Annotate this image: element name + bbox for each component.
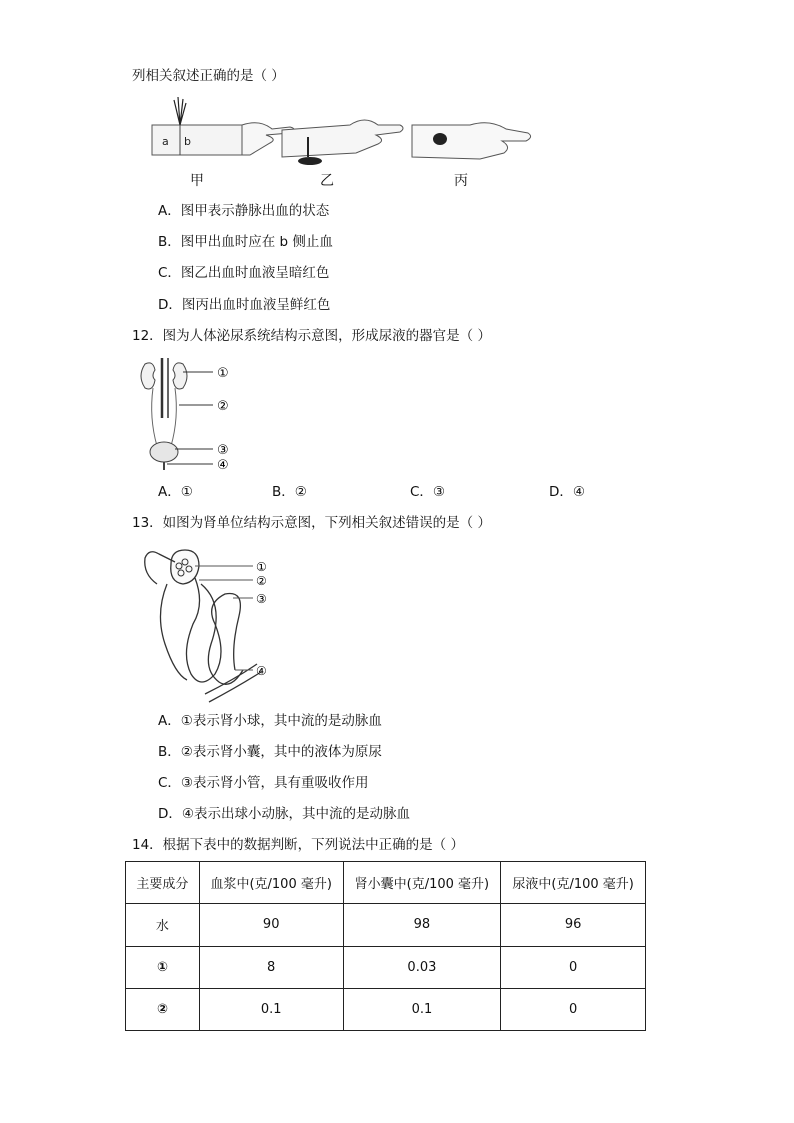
q11-bleeding-figure — [150, 95, 540, 190]
table-header-cell: 肾小囊中(克/100 毫升) — [343, 862, 501, 904]
q12-stem: 12．图为人体泌尿系统结构示意图，形成尿液的器官是（ ） — [132, 328, 491, 344]
q13-label-2: ② — [256, 574, 267, 588]
q11-option-b: B．图甲出血时应在 b 侧止血 — [158, 234, 333, 250]
q13-option-a: A．①表示肾小球，其中流的是动脉血 — [158, 713, 382, 729]
q12-label-1: ① — [217, 366, 229, 381]
hand-yi-illustration — [282, 120, 403, 165]
q11-option-a: A．图甲表示静脉出血的状态 — [158, 203, 330, 219]
q12-option-a: A．① — [158, 484, 193, 500]
q12-label-2: ② — [217, 399, 229, 414]
q11-option-c: C．图乙出血时血液呈暗红色 — [158, 265, 330, 281]
table-cell: 水 — [126, 904, 200, 946]
table-cell: 0.1 — [343, 988, 501, 1030]
q12-label-4: ④ — [217, 458, 229, 473]
q13-label-3: ③ — [256, 592, 267, 606]
hand-bing-illustration — [412, 123, 531, 159]
fig-label-b: b — [184, 135, 191, 148]
q13-stem: 13．如图为肾单位结构示意图，下列相关叙述错误的是（ ） — [132, 515, 491, 531]
table-header-cell: 血浆中(克/100 毫升) — [199, 862, 343, 904]
table-cell: 0 — [501, 988, 646, 1030]
table-cell: ① — [126, 946, 200, 988]
q13-label-4: ④ — [256, 664, 267, 678]
table-row — [126, 946, 646, 988]
table-cell: 90 — [199, 904, 343, 946]
table-cell: 98 — [343, 904, 501, 946]
q12-label-3: ③ — [217, 443, 229, 458]
q11-option-d: D．图丙出血时血液呈鲜红色 — [158, 297, 331, 313]
table-header-cell: 主要成分 — [126, 862, 200, 904]
table-cell: 0.1 — [199, 988, 343, 1030]
table-cell: ② — [126, 988, 200, 1030]
q11-stem-tail: 列相关叙述正确的是（ ） — [132, 68, 285, 84]
fig-label-a: a — [162, 135, 169, 148]
table-header-row — [126, 862, 646, 904]
table-header-cell: 尿液中(克/100 毫升) — [501, 862, 646, 904]
q12-option-c: C．③ — [410, 484, 446, 500]
q12-option-b: B．② — [272, 484, 307, 500]
q13-option-c: C．③表示肾小管，具有重吸收作用 — [158, 775, 369, 791]
q13-option-d: D．④表示出球小动脉，其中流的是动脉血 — [158, 806, 410, 822]
table-cell: 0 — [501, 946, 646, 988]
q13-option-b: B．②表示肾小囊，其中的液体为原尿 — [158, 744, 382, 760]
table-row — [126, 988, 646, 1030]
table-cell: 0.03 — [343, 946, 501, 988]
caption-jia: 甲 — [190, 173, 204, 189]
caption-yi: 乙 — [320, 173, 334, 189]
table-cell: 8 — [199, 946, 343, 988]
q12-option-d: D．④ — [549, 484, 585, 500]
table-row — [126, 904, 646, 946]
q12-urinary-figure — [135, 358, 240, 473]
hand-jia-illustration — [152, 97, 294, 155]
table-cell: 96 — [501, 904, 646, 946]
q14-data-table — [125, 861, 646, 1031]
q14-stem: 14．根据下表中的数据判断，下列说法中正确的是（ ） — [132, 837, 464, 853]
q13-label-1: ① — [256, 560, 267, 574]
caption-bing: 丙 — [454, 173, 468, 189]
q13-nephron-figure — [135, 544, 275, 704]
